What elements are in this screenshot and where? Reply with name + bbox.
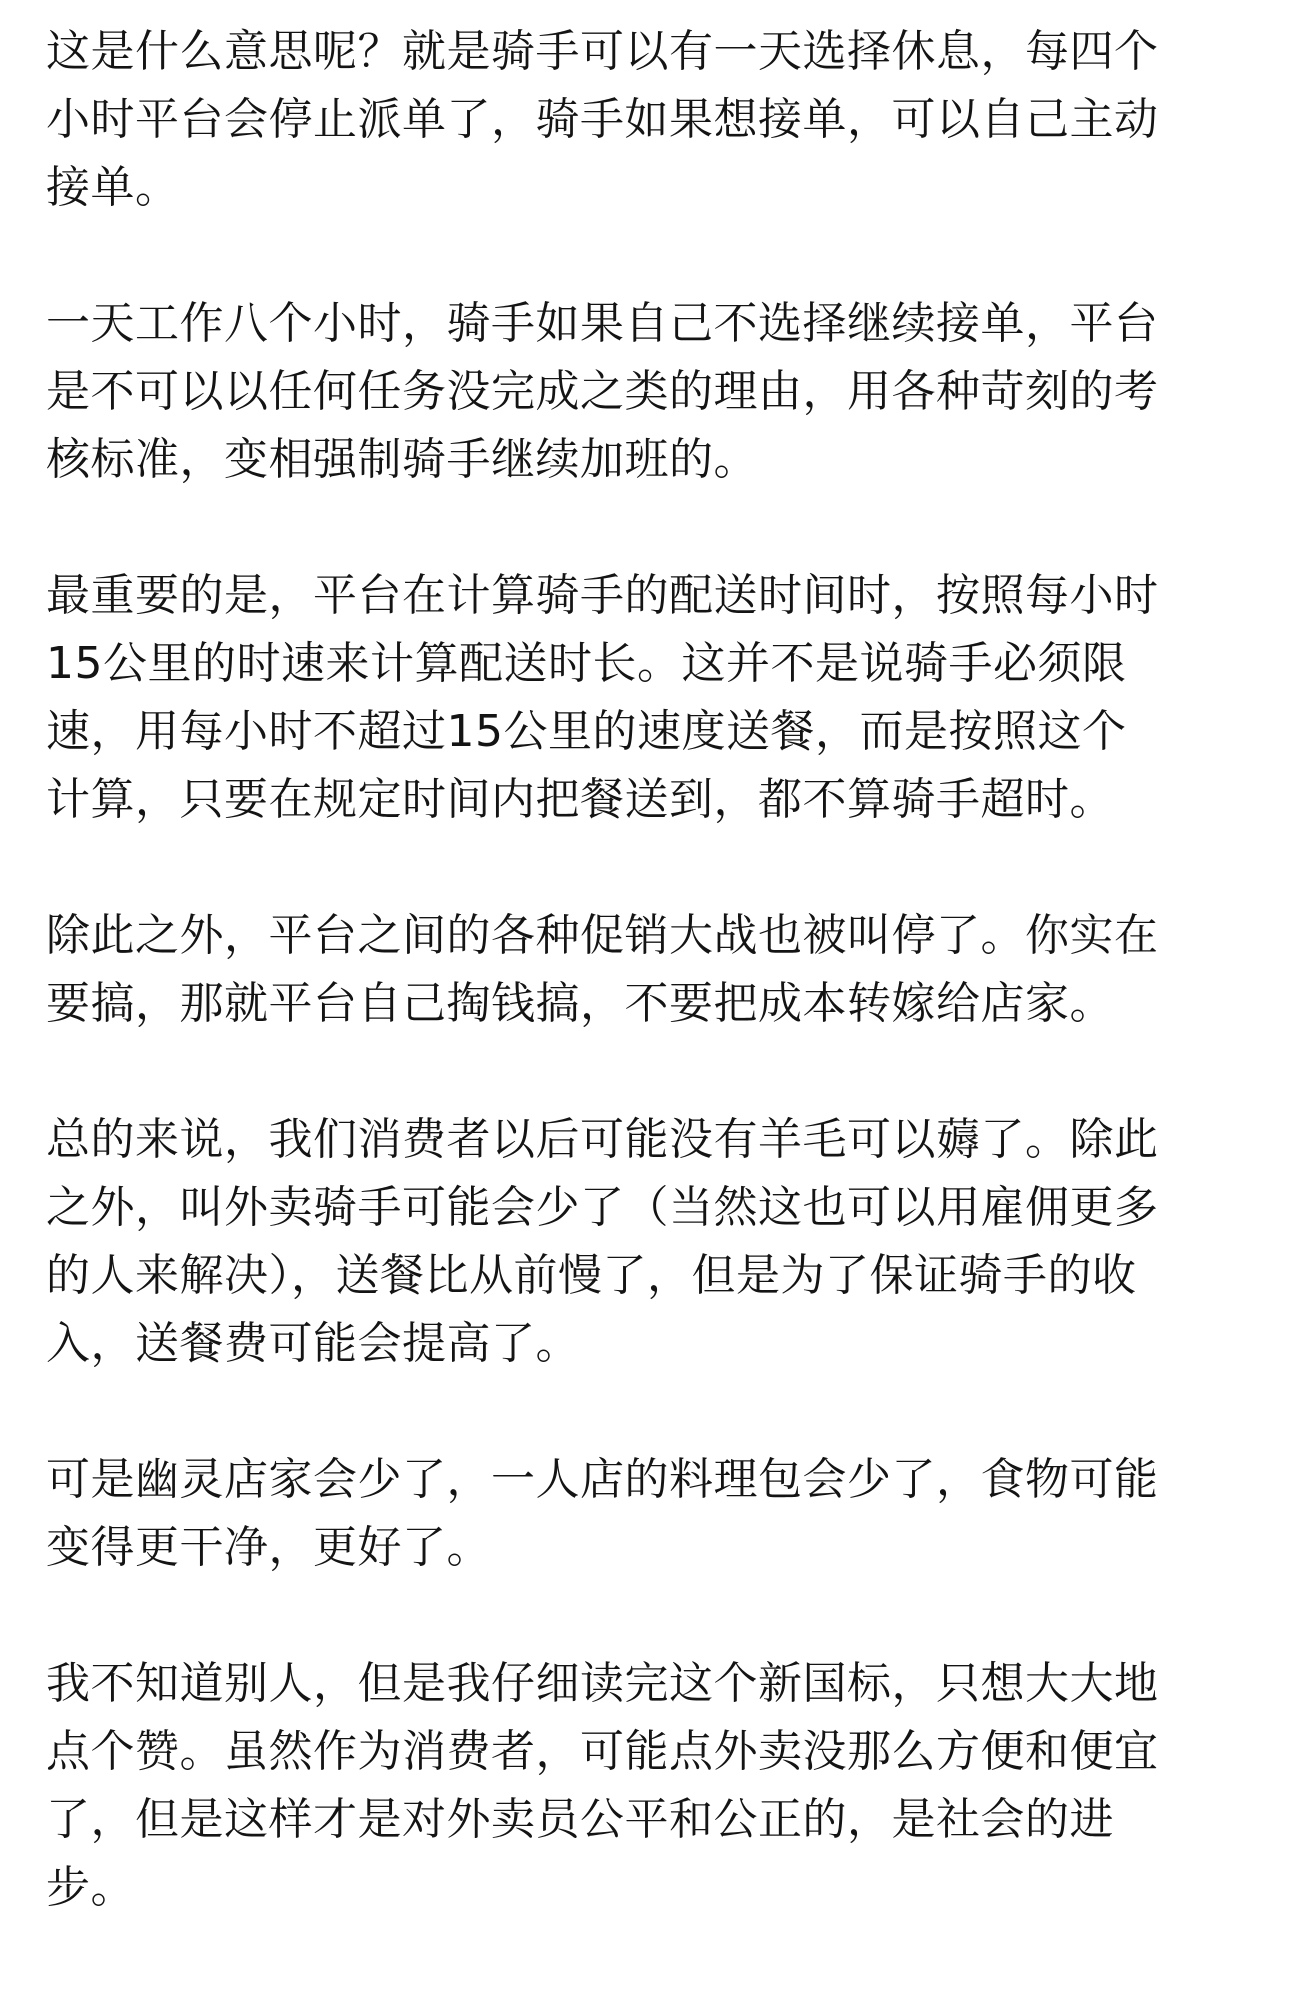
paragraph-4: 除此之外，平台之间的各种促销大战也被叫停了。你实在 要搞，那就平台自己掏钱搞，不要把成本转嫁给店家。	[46, 910, 1159, 1029]
paragraph-3: 最重要的是，平台在计算骑手的配送时间时，按照每小时 15公里的时速来计算配送时长。这并不是说骑手必须限 速，用每小时不超过15公里的速度送餐，而是按照这个 计算，只要在规定时间内把餐送到，都不算骑手超时。	[46, 570, 1159, 825]
paragraph-6: 可是幽灵店家会少了，一人店的料理包会少了，食物可能 变得更干净，更好了。	[46, 1454, 1159, 1573]
paragraph-5: 总的来说，我们消费者以后可能没有羊毛可以薅了。除此 之外，叫外卖骑手可能会少了（当然这也可以用雇佣更多 的人来解决），送餐比从前慢了，但是为了保证骑手的收 入，送餐费可能会提高了。	[46, 1114, 1159, 1369]
paragraph-1: 这是什么意思呢？就是骑手可以有一天选择休息，每四个 小时平台会停止派单了，骑手如果想接单，可以自己主动 接单。	[46, 26, 1159, 213]
paragraph-7: 我不知道别人，但是我仔细读完这个新国标，只想大大地 点个赞。虽然作为消费者，可能点外卖没那么方便和便宜 了，但是这样才是对外卖员公平和公正的，是社会的进 步。	[46, 1658, 1159, 1913]
paragraph-2: 一天工作八个小时，骑手如果自己不选择继续接单，平台 是不可以以任何任务没完成之类的理由，用各种苛刻的考 核标准，变相强制骑手继续加班的。	[46, 298, 1159, 485]
